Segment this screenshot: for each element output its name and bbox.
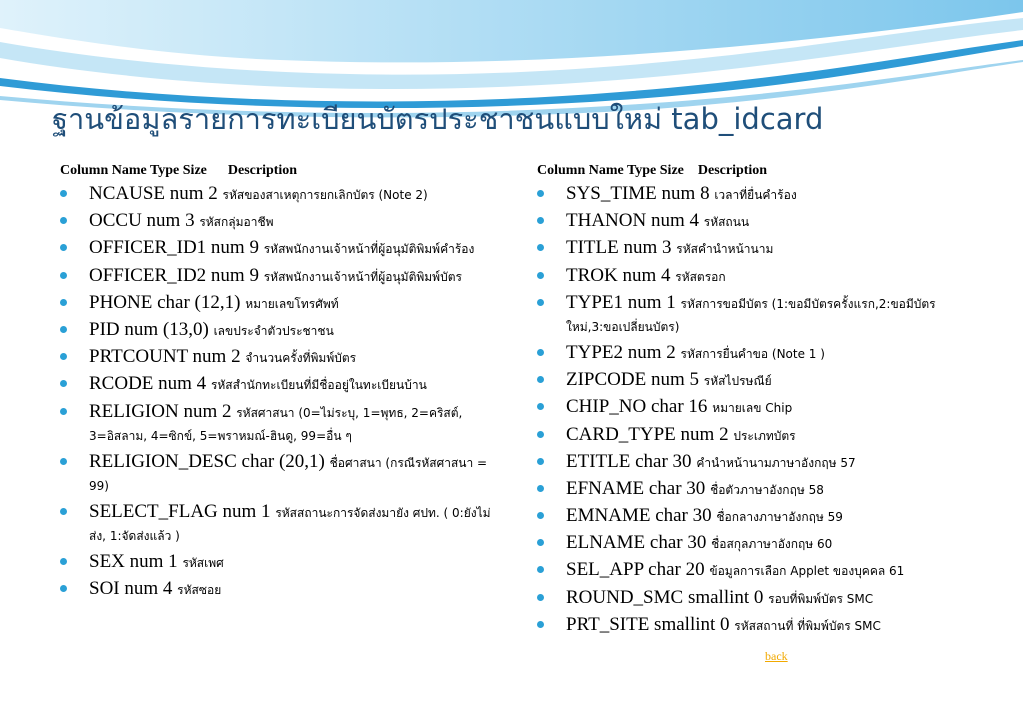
field-description: รหัสเพศ	[182, 556, 224, 571]
bullet-icon	[537, 621, 544, 628]
field-item	[60, 319, 500, 342]
bullet-icon	[537, 539, 544, 546]
field-description: รหัสพนักงานเจ้าหน้าที่ผู้อนุมัติพิมพ์คำร้อง	[263, 242, 475, 257]
bullet-icon	[537, 299, 544, 306]
field-item	[60, 551, 500, 574]
field-item	[537, 505, 977, 528]
field-item	[537, 265, 977, 288]
left-field-list	[60, 183, 500, 601]
field-definition: RELIGION_DESC char (20,1)	[89, 450, 325, 472]
field-definition: TYPE1 num 1	[566, 291, 676, 313]
field-definition: CHIP_NO char 16	[566, 396, 708, 418]
field-definition: SEX num 1	[89, 551, 178, 573]
field-item	[537, 478, 977, 501]
field-definition: SOI num 4	[89, 578, 173, 600]
field-description: รหัสสถานะการจัดส่งมายัง ศปท. ( 0:ยังไม่ส่ง, 1:จัดส่งแล้ว )	[89, 505, 491, 543]
field-item	[60, 401, 500, 447]
field-item	[60, 451, 500, 497]
bullet-icon	[537, 566, 544, 573]
field-item	[60, 578, 500, 601]
field-item	[60, 346, 500, 369]
field-item	[537, 292, 977, 338]
field-item	[537, 369, 977, 392]
field-description: รหัสศาสนา (0=ไม่ระบุ, 1=พุทธ, 2=คริสต์, 3=อิสลาม, 4=ซิกข์, 5=พราหมณ์-ฮินดู, 99=อื่น ๆ	[89, 405, 463, 443]
bullet-icon	[60, 380, 67, 387]
field-item	[537, 237, 977, 260]
field-item	[537, 396, 977, 419]
field-description: รหัสไปรษณีย์	[703, 374, 772, 389]
field-item	[60, 237, 500, 260]
field-item	[60, 292, 500, 315]
field-item	[60, 373, 500, 396]
bullet-icon	[537, 485, 544, 492]
bullet-icon	[60, 326, 67, 333]
bullet-icon	[537, 190, 544, 197]
field-definition: ELNAME char 30	[566, 532, 707, 554]
field-definition: ETITLE char 30	[566, 450, 692, 472]
bullet-icon	[537, 272, 544, 279]
left-column	[60, 163, 500, 605]
bullet-icon	[60, 244, 67, 251]
field-description: คำนำหน้านามภาษาอังกฤษ 57	[696, 455, 856, 470]
bullet-icon	[537, 458, 544, 465]
field-definition: SEL_APP char 20	[566, 559, 705, 581]
field-description: รหัสถนน	[703, 215, 750, 230]
field-description: ชื่อกลางภาษาอังกฤษ 59	[716, 510, 843, 525]
field-definition: SYS_TIME num 8	[566, 183, 710, 204]
field-item	[60, 210, 500, 233]
field-definition: OFFICER_ID1 num 9	[89, 237, 259, 259]
field-definition: CARD_TYPE num 2	[566, 423, 729, 445]
field-definition: OCCU num 3	[89, 210, 195, 232]
field-definition: NCAUSE num 2	[89, 183, 218, 204]
bullet-icon	[60, 299, 67, 306]
field-description: ประเภทบัตร	[733, 428, 796, 443]
field-item	[537, 614, 977, 637]
field-description: รหัสการขอมีบัตร (1:ขอมีบัตรครั้งแรก,2:ขอมีบัตรใหม่,3:ขอเปลี่ยนบัตร)	[566, 296, 936, 334]
right-column-header: Column Name Type Size Description	[537, 163, 768, 178]
field-item	[60, 265, 500, 288]
field-definition: PID num (13,0)	[89, 318, 209, 340]
bullet-icon	[537, 349, 544, 356]
field-description: รหัสคำนำหน้านาม	[676, 242, 774, 257]
bullet-icon	[537, 431, 544, 438]
bullet-icon	[60, 217, 67, 224]
field-item	[537, 210, 977, 233]
field-item	[60, 501, 500, 547]
field-definition: SELECT_FLAG num 1	[89, 500, 271, 522]
field-item	[537, 342, 977, 365]
field-description: รอบที่พิมพ์บัตร SMC	[768, 591, 874, 606]
bullet-icon	[537, 403, 544, 410]
field-definition: TITLE num 3	[566, 237, 672, 259]
field-description: รหัสพนักงานเจ้าหน้าที่ผู้อนุมัติพิมพ์บัตร	[263, 269, 462, 284]
field-item	[537, 424, 977, 447]
field-description: จำนวนครั้งที่พิมพ์บัตร	[245, 351, 357, 366]
field-description: รหัสสถานที่ ที่พิมพ์บัตร SMC	[734, 618, 881, 633]
field-description: ชื่อศาสนา (กรณีรหัสศาสนา = 99)	[89, 455, 488, 493]
field-item	[537, 587, 977, 610]
field-definition: OFFICER_ID2 num 9	[89, 264, 259, 286]
field-definition: PRT_SITE smallint 0	[566, 613, 730, 635]
bullet-icon	[60, 190, 67, 197]
bullet-icon	[537, 244, 544, 251]
right-field-list	[537, 183, 977, 637]
bullet-icon	[60, 408, 67, 415]
field-description: รหัสของสาเหตุการยกเลิกบัตร (Note 2)	[222, 188, 428, 202]
field-description: หมายเลข Chip	[712, 401, 793, 416]
bullet-icon	[60, 458, 67, 465]
bullet-icon	[537, 376, 544, 383]
bullet-icon	[537, 512, 544, 519]
bullet-icon	[60, 353, 67, 360]
field-definition: RELIGION num 2	[89, 400, 232, 422]
field-definition: PRTCOUNT num 2	[89, 346, 241, 368]
field-definition: TROK num 4	[566, 264, 671, 286]
field-description: รหัสตรอก	[675, 269, 726, 284]
field-description: เลขประจำตัวประชาชน	[213, 323, 334, 338]
field-description: รหัสกลุ่มอาชีพ	[199, 215, 274, 230]
field-description: รหัสสำนักทะเบียนที่มีชื่ออยู่ในทะเบียนบ้าน	[210, 378, 427, 393]
bullet-icon	[60, 585, 67, 592]
field-item	[537, 183, 977, 206]
bullet-icon	[537, 594, 544, 601]
field-definition: ROUND_SMC smallint 0	[566, 586, 764, 608]
field-definition: TYPE2 num 2	[566, 341, 676, 363]
field-description: หมายเลขโทรศัพท์	[245, 296, 339, 311]
right-column	[537, 163, 977, 641]
back-link[interactable]: back	[765, 649, 788, 663]
field-description: รหัสซอย	[177, 583, 222, 598]
field-description: ชื่อสกุลภาษาอังกฤษ 60	[711, 537, 833, 552]
field-description: รหัสการยื่นคำขอ (Note 1 )	[680, 346, 825, 361]
field-item	[537, 532, 977, 555]
field-definition: EMNAME char 30	[566, 505, 712, 527]
field-description: ข้อมูลการเลือก Applet ของบุคคล 61	[709, 564, 905, 579]
bullet-icon	[537, 217, 544, 224]
field-description: เวลาที่ยื่นคำร้อง	[714, 188, 797, 202]
field-description: ชื่อตัวภาษาอังกฤษ 58	[710, 482, 824, 497]
field-item	[537, 559, 977, 582]
field-item	[537, 451, 977, 474]
slide-title: ฐานข้อมูลรายการทะเบียนบัตรประชาชนแบบใหม่ tab_idcard	[52, 102, 824, 136]
field-definition: RCODE num 4	[89, 373, 207, 395]
field-item	[60, 183, 500, 206]
bullet-icon	[60, 558, 67, 565]
field-definition: ZIPCODE num 5	[566, 369, 699, 391]
field-definition: THANON num 4	[566, 210, 699, 232]
field-definition: EFNAME char 30	[566, 477, 706, 499]
field-definition: PHONE char (12,1)	[89, 291, 241, 313]
bullet-icon	[60, 508, 67, 515]
bullet-icon	[60, 272, 67, 279]
left-column-header: Column Name Type Size Description	[60, 163, 298, 178]
